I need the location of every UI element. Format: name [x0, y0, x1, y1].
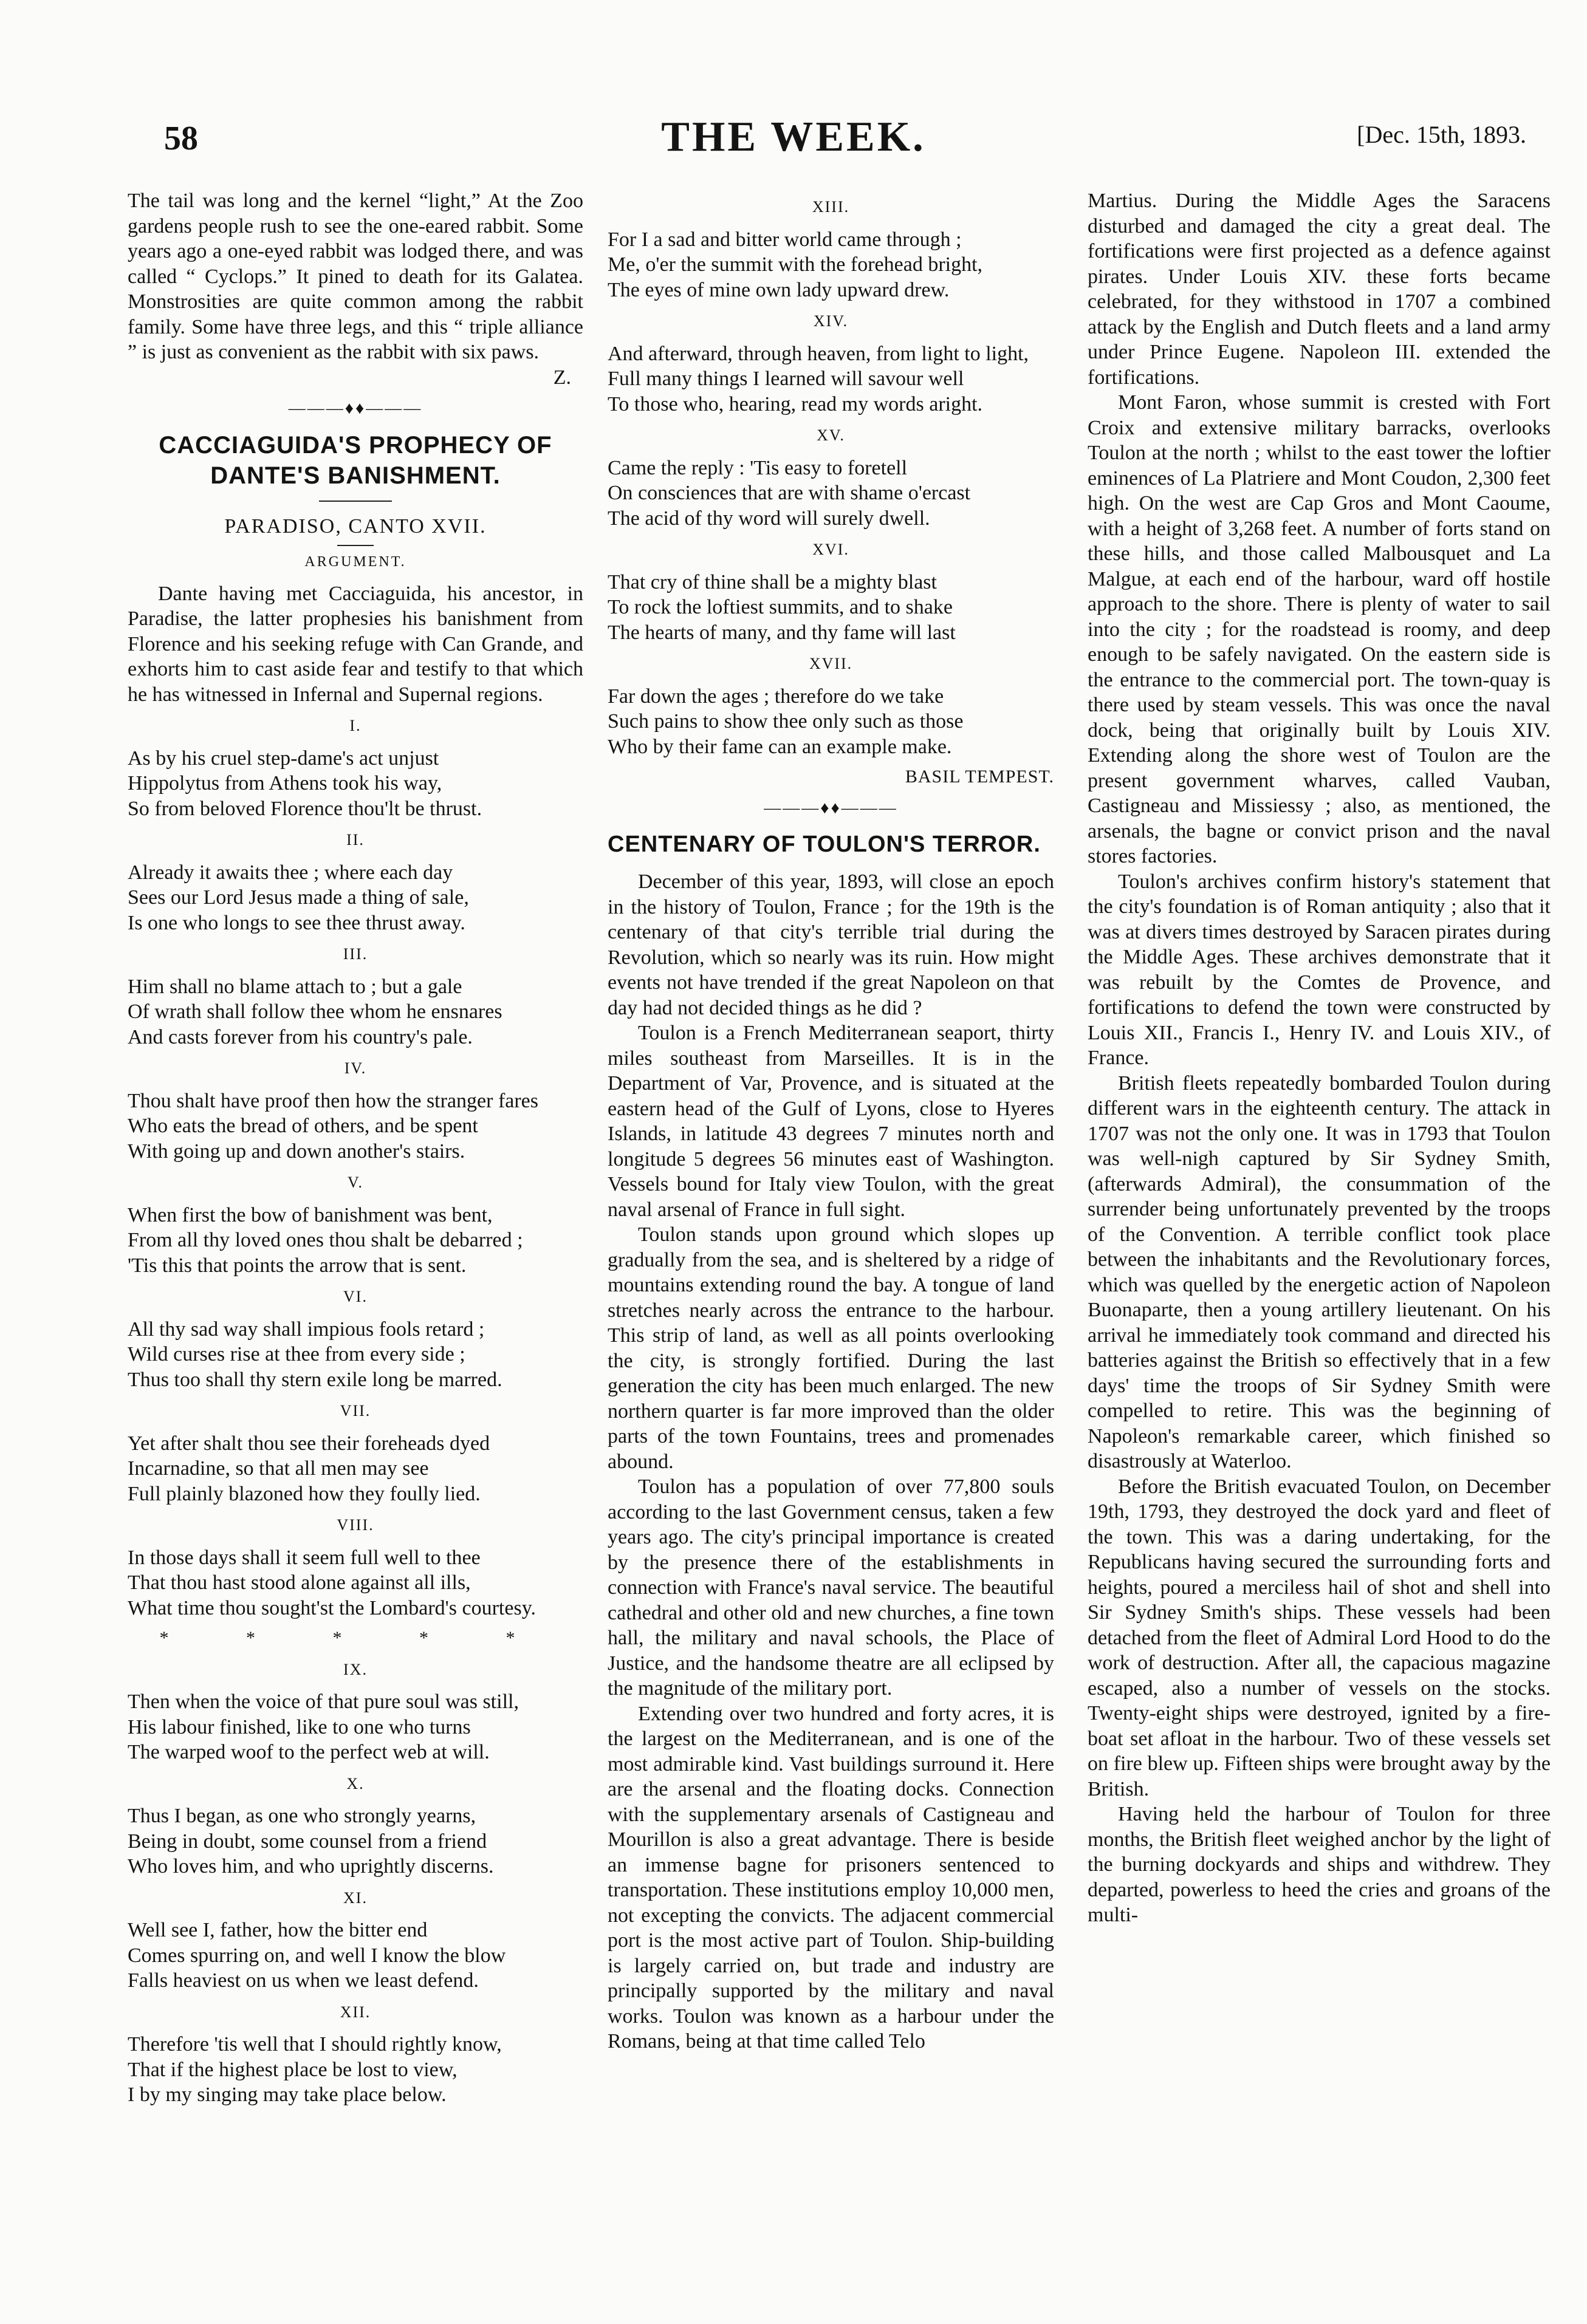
article-paragraph: December of this year, 1893, will close an epoch in the history of Toulon, France ; for the 19th is the centenary of that city's terrible trial during the Revolution, which so nearly was its ruin. How might events not have trended if the great Napoleon on that day had not decided things as he did ?	[608, 870, 1054, 1019]
verse-line: Him shall no blame attach to ; but a gale	[128, 975, 462, 998]
verse-line: Incarnadine, so that all men may see	[128, 1457, 429, 1480]
verse-line: Yet after shalt thou see their foreheads dyed	[128, 1432, 490, 1455]
article-paragraph: Extending over two hundred and forty acres, it is the largest on the Mediterranean, and is one of the most admirable kind. Vast buildings surround it. Here are the arsenal and the floating docks. Connection with the supplementary arsenals of Castigneau and Mourillon is also a great advantage. There is beside an immense bagne for prisoners sentenced to transportation. These institutions employ 10,000 men, not excepting the convicts. The adjacent commercial port is the most active part of Toulon. Ship-building is largely carried on, but trade and industry are principally supported by the military and naval works. Toulon was known as a harbour under the Romans, being at that time called Telo	[608, 1702, 1054, 2052]
verse-line: What time thou sought'st the Lombard's courtesy.	[128, 1596, 536, 1619]
stanza	[608, 227, 1054, 303]
article-body-continued	[1088, 188, 1551, 1928]
verse-line: Who by their fame can an example make.	[608, 735, 952, 758]
verse-line: When first the bow of banishment was bent,	[128, 1203, 493, 1226]
stanza-break-stars: * * * * *	[159, 1628, 552, 1648]
column-1	[128, 188, 583, 2113]
verse-line: That cry of thine shall be a mighty blast	[608, 570, 937, 593]
stanza	[128, 2032, 583, 2108]
page-header	[0, 108, 1587, 175]
title-rule	[319, 501, 392, 502]
verse-line: Far down the ages ; therefore do we take	[608, 685, 944, 708]
article-title: CENTENARY OF TOULON'S TERROR.	[608, 832, 1041, 857]
stanza-numeral: X.	[346, 1774, 365, 1793]
stanza	[128, 1803, 583, 1879]
verse-line: Thus I began, as one who strongly yearns,	[128, 1805, 476, 1827]
article-paragraph: Before the British evacuated Toulon, on December 19th, 1793, they destroyed the dock yard and fleet of the town. This was a daring undertaking, for the Republicans having secured the surrounding forts and heights, poured a merciless hail of shot and shell into Sir Sydney Smith's ships. These vessels had been detached from the fleet of Admiral Lord Hood to do the work of destruction. After all, the capacious magazine escaped, also a number of vessels on the stocks. Twenty-eight ships were destroyed, ignited by a fire-boat set afloat in the harbour. Two of these vessels set on fire blew up. Fifteen ships were brought away by the British.	[1088, 1475, 1551, 1800]
stanza	[128, 1089, 583, 1164]
verse-line: His labour finished, like to one who turns	[128, 1715, 471, 1738]
article-ornament: ———♦♦———	[764, 798, 898, 818]
verse-line: The eyes of mine own lady upward drew.	[608, 278, 950, 301]
verse-line: To rock the loftiest summits, and to shake	[608, 596, 953, 618]
article-paragraph: Toulon is a French Mediterranean seaport, thirty miles southeast from Marseilles. It is in the Department of Var, Provence, and is situated at the eastern head of the Gulf of Lyons, close to Hyeres Islands, in latitude 43 degrees 7 minutes north and longitude 5 degrees 56 minutes east of Washington. Vessels bound for Italy view Toulon, with the great naval arsenal of France in full sight.	[608, 1022, 1054, 1221]
verse-line: That if the highest place be lost to view,	[128, 2058, 458, 2081]
verse-line: 'Tis this that points the arrow that is sent.	[128, 1254, 467, 1277]
stanza-numeral: IV.	[344, 1059, 367, 1077]
poem-stanzas	[128, 713, 583, 2108]
verse-line: Thus too shall thy stern exile long be marred.	[128, 1368, 502, 1391]
verse-line: I by my singing may take place below.	[128, 2083, 447, 2106]
stanza	[128, 1689, 583, 1765]
verse-line: With going up and down another's stairs.	[128, 1140, 465, 1163]
article-paragraph: Toulon has a population of over 77,800 souls according to the last Government census, taken a few years ago. The city's principal importance is created by the presence there of the establishments in connection with France's naval service. The beautiful cathedral and other old and new churches, a fine town hall, the military and naval schools, the Place of Justice, and the handsome theatre are all eclipsed by the magnitude of the military port.	[608, 1475, 1054, 1700]
intro-paragraph: The tail was long and the kernel “light,” At the Zoo gardens people rush to see the one-eared rabbit. Some years ago a one-eyed rabbit was lodged there, and was called “ Cyclops.” It pined to death for its Galatea. Monstrosities are quite common among the rabbit family. Some have three legs, and this “ triple alliance ” is just as convenient as the rabbit with six paws.	[128, 190, 583, 363]
stanza	[608, 341, 1054, 417]
verse-line: As by his cruel step-dame's act unjust	[128, 747, 439, 770]
verse-line: For I a sad and bitter world came through ;	[608, 228, 962, 251]
stanza	[128, 1317, 583, 1393]
verse-line: On consciences that are with shame o'ercast	[608, 482, 971, 504]
stanza-numeral: XII.	[340, 2003, 371, 2021]
argument-label: ARGUMENT.	[304, 554, 406, 570]
verse-line: From all thy loved ones thou shalt be debarred ;	[128, 1229, 523, 1251]
verse-line: Sees our Lord Jesus made a thing of sale,	[128, 886, 469, 909]
article-paragraph: Martius. During the Middle Ages the Saracens disturbed and damaged the city a great deal. The fortifications were first projected as a defence against pirates. Under Louis XIV. these forts became celebrated, for they withstood in 1707 a combined attack by the English and Dutch fleets and a land army under Prince Eugene. Napoleon III. extended the fortifications.	[1088, 190, 1551, 389]
verse-line: And afterward, through heaven, from light to light,	[608, 342, 1029, 365]
stanza-numeral: VII.	[340, 1402, 371, 1420]
article-body	[608, 869, 1054, 2054]
stanza	[128, 860, 583, 936]
stanza	[128, 1918, 583, 1994]
verse-line: Falls heaviest on us when we least defend.	[128, 1969, 479, 1992]
stanza	[128, 1203, 583, 1279]
poem-signature: BASIL TEMPEST.	[905, 767, 1054, 787]
verse-line: And casts forever from his country's pale.	[128, 1025, 473, 1048]
stanza	[608, 684, 1054, 760]
page-number: 58	[164, 120, 198, 157]
poem-title: CACCIAGUIDA'S PROPHECY OF DANTE'S BANISHMENT.	[159, 431, 552, 489]
stanza	[128, 1431, 583, 1507]
article-paragraph: Toulon's archives confirm history's statement that the city's foundation is of Roman antiquity ; also that it was at divers times destroyed by Saracen pirates during the Middle Ages. These archives demonstrate that it was rebuilt by the Comtes de Provence, and fortifications to defend the town were constructed by Louis XII., Francis I., Henry IV. and Louis XIV., of France.	[1088, 870, 1551, 1069]
stanza	[608, 456, 1054, 531]
stanza	[128, 974, 583, 1050]
stanza	[608, 570, 1054, 646]
stanza-numeral: II.	[346, 831, 365, 849]
verse-line: The acid of thy word will surely dwell.	[608, 507, 930, 530]
stanza-numeral: V.	[348, 1174, 363, 1191]
article-paragraph: Toulon stands upon ground which slopes up gradually from the sea, and is sheltered by a ridge of mountains extending round the bay. A tongue of land stretches nearly across the entrance to the harbour. This strip of land, as well as all points overlooking the city, is strongly fortified. During the last generation the city has been much enlarged. The new northern quarter is far more improved than the older parts of the town Fountains, trees and promenades abound.	[608, 1223, 1054, 1473]
verse-line: Being in doubt, some counsel from a friend	[128, 1830, 487, 1853]
stanza-numeral: XVII.	[809, 655, 853, 672]
argument-paragraph: Dante having met Cacciaguida, his ancestor, in Paradise, the latter prophesies his banishment from Florence and his seeking refuge with Can Grande, and exhorts him to cast aside fear and testify to that which he has witnessed in Infernal and Supernal regions.	[128, 582, 583, 706]
verse-line: Who eats the bread of others, and be spent	[128, 1115, 478, 1137]
masthead: THE WEEK.	[661, 114, 926, 160]
verse-line: Came the reply : 'Tis easy to foretell	[608, 456, 908, 479]
article-paragraph: Having held the harbour of Toulon for three months, the British fleet weighed anchor by the light of the burning dockyards and ships and withdrew. They departed, powerless to heed the cries and groans of the multi-	[1088, 1803, 1551, 1926]
dateline: [Dec. 15th, 1893.	[1357, 121, 1526, 148]
verse-line: Of wrath shall follow thee whom he ensnares	[128, 1000, 502, 1023]
verse-line: Therefore 'tis well that I should rightly know,	[128, 2033, 502, 2056]
column-2	[608, 188, 1054, 2054]
verse-line: So from beloved Florence thou'lt be thrust.	[128, 797, 482, 820]
stanza	[128, 1545, 583, 1621]
verse-line: That thou hast stood alone against all ills,	[128, 1571, 471, 1594]
stanza-numeral: XV.	[817, 426, 845, 444]
poem-subtitle: PARADISO, CANTO XVII.	[224, 514, 487, 538]
verse-line: To those who, hearing, read my words aright.	[608, 392, 983, 415]
intro-signature: Z.	[553, 366, 571, 389]
verse-line: The warped woof to the perfect web at will.	[128, 1741, 490, 1763]
verse-line: All thy sad way shall impious fools retard ;	[128, 1318, 485, 1341]
verse-line: Who loves him, and who uprightly discerns.	[128, 1855, 494, 1878]
column-3	[1088, 188, 1551, 1928]
article-paragraph: Mont Faron, whose summit is crested with Fort Croix and extensive military barracks, overlooks Toulon at the north ; whilst to the east tower the loftier eminences of La Platriere and Mont Coudon, 2,300 feet high. On the west are Cap Gros and Mont Caoume, with a height of 3,268 feet. A number of forts stand on these hills, and those called Malbousquet and La Malgue, at each end of the harbour, ward off hostile approach to the shore. There is plenty of water to sail into the city ; for the roadstead is roomy, and deep enough to be safely navigated. On the eastern side is the entrance to the commercial port. The town-quay is there used by steam vessels. This was once the naval dock, being that originally built by Louis XIV. Extending along the shore west of Toulon are the present government wharves, called Vauban, Castigneau and Missiessy ; also, as mentioned, the arsenals, the bagne or convict prison and the naval stores factories.	[1088, 391, 1551, 867]
verse-line: Such pains to show thee only such as those	[608, 710, 964, 733]
verse-line: Is one who longs to see thee thrust away.	[128, 911, 465, 934]
stanza-numeral: XIII.	[812, 198, 850, 216]
stanza-numeral: III.	[343, 945, 368, 963]
verse-line: Thou shalt have proof then how the stranger fares	[128, 1089, 538, 1112]
poem-stanzas-continued	[608, 194, 1054, 759]
verse-line: Well see I, father, how the bitter end	[128, 1919, 428, 1941]
verse-line: Hippolytus from Athens took his way,	[128, 772, 442, 795]
stanza-numeral: I.	[349, 717, 362, 734]
verse-line: Wild curses rise at thee from every side ;	[128, 1343, 465, 1365]
stanza-numeral: XIV.	[813, 312, 849, 330]
stanza-numeral: XI.	[343, 1888, 368, 1907]
verse-line: Then when the voice of that pure soul was still,	[128, 1690, 519, 1713]
stanza	[128, 746, 583, 822]
verse-line: Full many things I learned will savour well	[608, 367, 964, 390]
stanza-numeral: VI.	[343, 1288, 368, 1305]
subtitle-rule	[337, 545, 374, 546]
stanza-numeral: XVI.	[812, 541, 849, 558]
verse-line: Full plainly blazoned how they foully lied.	[128, 1482, 481, 1505]
verse-line: The hearts of many, and thy fame will last	[608, 621, 956, 644]
verse-line: Comes spurring on, and well I know the blow	[128, 1944, 506, 1967]
verse-line: Already it awaits thee ; where each day	[128, 861, 453, 884]
stanza-numeral: VIII.	[337, 1516, 374, 1534]
stanza-numeral: IX.	[343, 1660, 368, 1678]
verse-line: In those days shall it seem full well to thee	[128, 1546, 481, 1569]
section-ornament: ———♦♦———	[288, 399, 423, 418]
verse-line: Me, o'er the summit with the forehead bright,	[608, 253, 983, 276]
article-paragraph: British fleets repeatedly bombarded Toulon during different wars in the eighteenth century. The attack in 1707 was not the only one. It was in 1793 that Toulon was well-nigh captured by Sir Sydney Smith, (afterwards Admiral), the consummation of the surrender being unfortunately prevented by the troops of the Convention. A terrible conflict took place between the inhabitants and the Revolutionary forces, which was quelled by the energetic action of Napoleon Buonaparte, then a young artillery lieutenant. On his arrival he immediately took command and directed his batteries against the British so effectively that in a few days' time the troops of Sir Sydney Smith were compelled to retire. This was the beginning of Napoleon's remarkable career, which finished so disastrously at Waterloo.	[1088, 1071, 1551, 1472]
